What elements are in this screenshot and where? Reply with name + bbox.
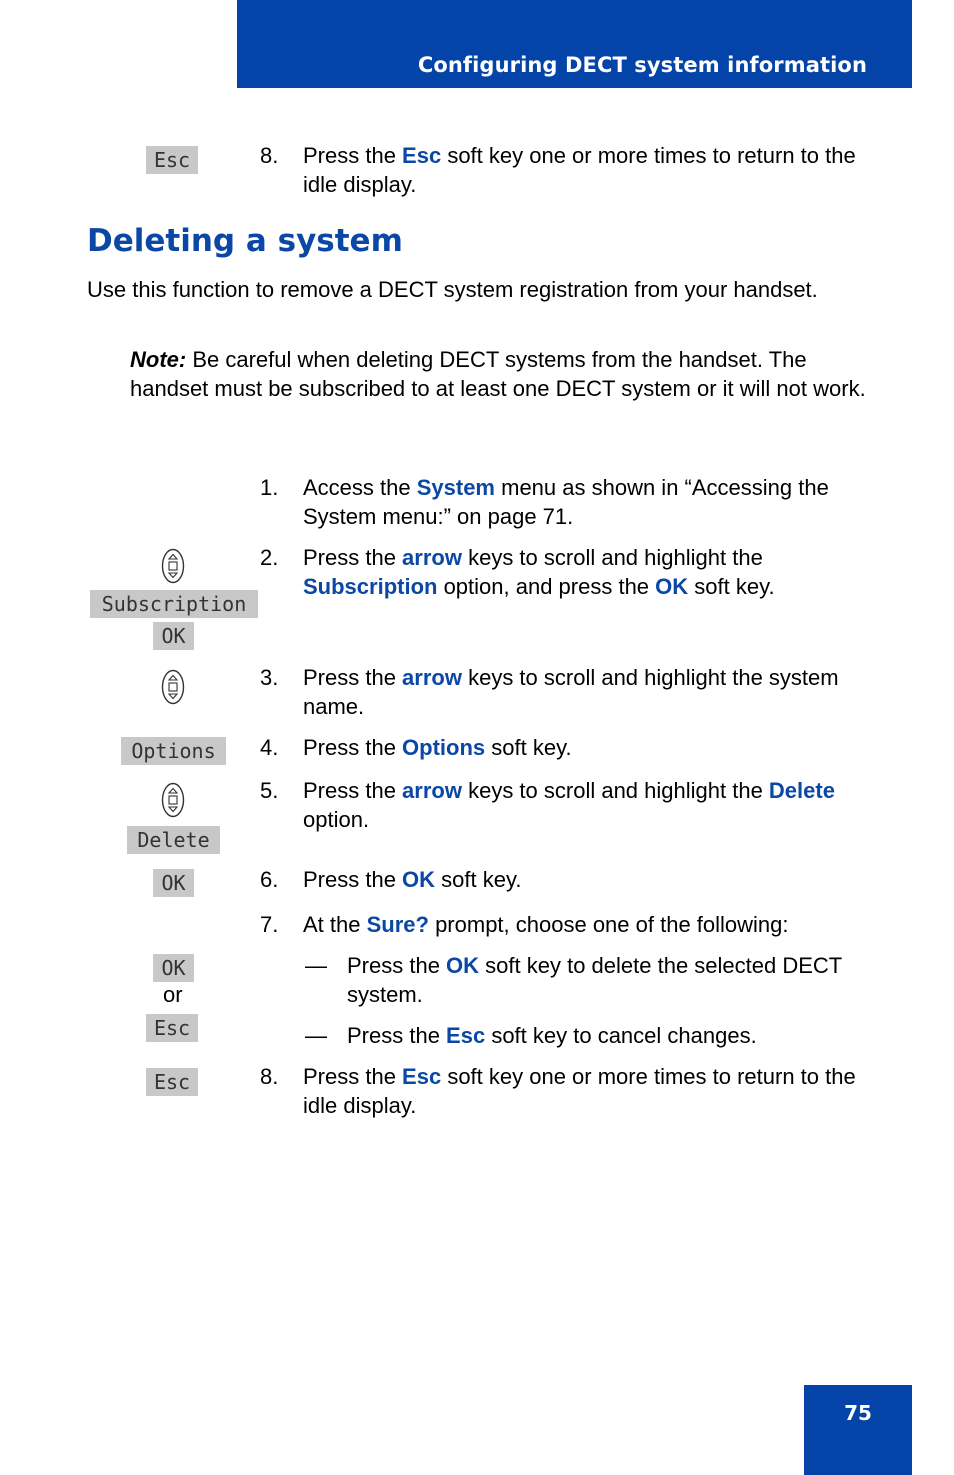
step-text: Press the arrow keys to scroll and highlight the system name. [303, 665, 839, 719]
note-label: Note: [130, 347, 187, 372]
lcd-esc-softkey: Esc [146, 146, 198, 174]
lcd-esc-softkey: Esc [146, 1014, 198, 1042]
lcd-ok-softkey: OK [153, 954, 194, 982]
page-number: 75 [844, 1401, 872, 1425]
step-number: 2. [260, 545, 279, 570]
lcd-options-softkey: Options [121, 737, 226, 765]
page-number-box [804, 1385, 912, 1475]
step-text: Press the arrow keys to scroll and highlight the Subscription option, and press the OK soft key. [303, 545, 775, 599]
step-text: Press the arrow keys to scroll and highlight the Delete option. [303, 778, 835, 832]
step-number: 3. [260, 665, 279, 690]
step-number: 8. [260, 1064, 279, 1089]
section-intro: Use this function to remove a DECT system registration from your handset. [87, 277, 818, 302]
header-title: Configuring DECT system information [417, 53, 867, 77]
lcd-subscription-option: Subscription [90, 590, 258, 618]
lcd-delete-option: Delete [127, 826, 220, 854]
step-text: At the Sure? prompt, choose one of the following: [303, 912, 789, 937]
step-number: 1. [260, 475, 279, 500]
step-text: Press the OK soft key. [303, 867, 522, 892]
nav-key-icon [161, 548, 185, 584]
step-number: 6. [260, 867, 279, 892]
step-number: 5. [260, 778, 279, 803]
step-number: 4. [260, 735, 279, 760]
step-number: 7. [260, 912, 279, 937]
option-text: Press the OK soft key to delete the selected DECT system. [347, 953, 842, 1007]
step-text: Press the Options soft key. [303, 735, 572, 760]
step-number: 8. [260, 143, 279, 168]
option-text: Press the Esc soft key to cancel changes. [347, 1023, 757, 1048]
nav-key-icon [161, 669, 185, 705]
or-label: or [163, 982, 183, 1007]
header-bar [237, 0, 912, 88]
note [130, 345, 875, 403]
section-title: Deleting a system [87, 223, 403, 259]
lcd-ok-softkey: OK [153, 622, 194, 650]
step-text: Press the Esc soft key one or more times to return to the idle display. [303, 143, 856, 197]
option-dash: — [305, 953, 327, 978]
note-text: Be careful when deleting DECT systems from the handset. The handset must be subscribed to at least one DECT system or it will not work. [130, 347, 866, 401]
nav-key-icon [161, 782, 185, 818]
lcd-ok-softkey: OK [153, 869, 194, 897]
lcd-esc-softkey: Esc [146, 1068, 198, 1096]
option-dash: — [305, 1023, 327, 1048]
step-text: Access the System menu as shown in “Accessing the System menu:” on page 71. [303, 475, 829, 529]
step-text: Press the Esc soft key one or more times to return to the idle display. [303, 1064, 856, 1118]
